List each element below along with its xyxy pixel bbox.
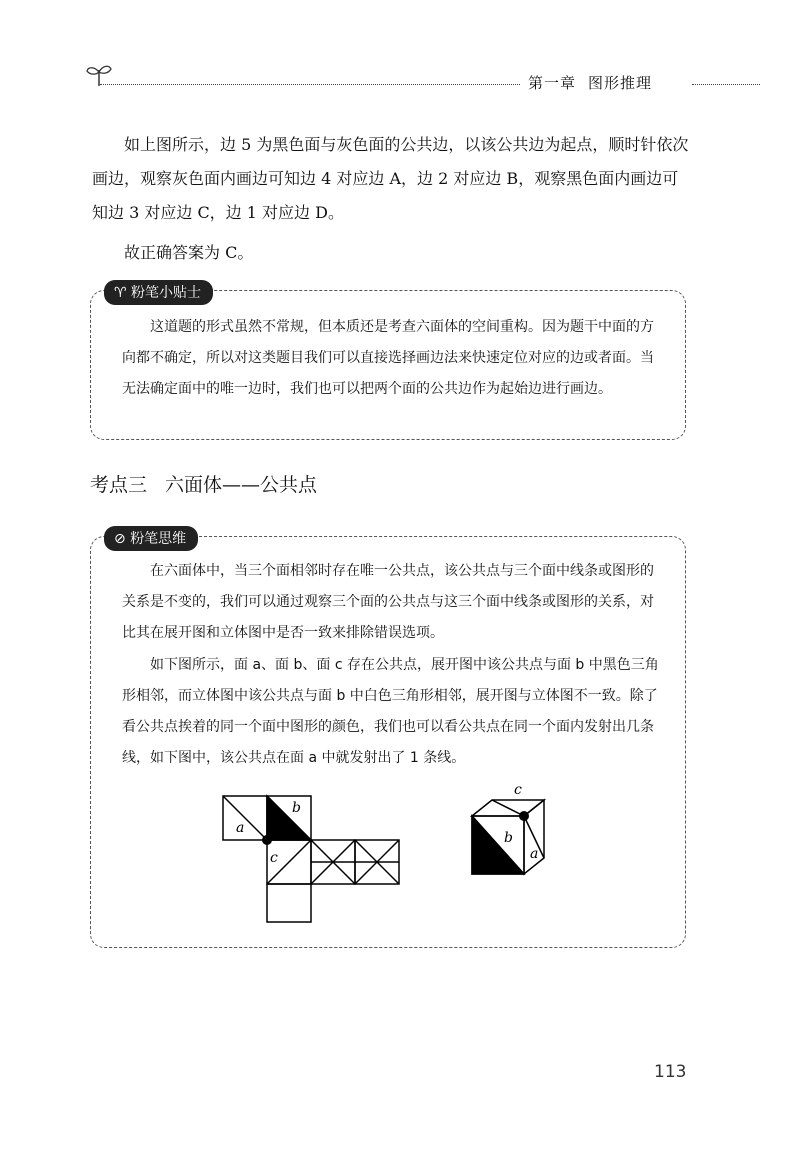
page-number: 113	[654, 1062, 687, 1082]
cube-black-triangle	[472, 816, 524, 874]
cube-figure	[218, 782, 558, 927]
tip-tag-label: 粉笔小贴士	[131, 285, 202, 301]
net-label-c: c	[270, 850, 278, 866]
answer-line: 故正确答案为 C。	[124, 243, 254, 262]
thinking-tag-label: 粉笔思维	[130, 531, 187, 547]
cube-label-a: a	[530, 846, 539, 862]
header-rule	[100, 84, 520, 85]
cube-common-point	[519, 811, 529, 821]
no-sign-icon: ⊘	[114, 531, 126, 547]
chapter-label: 第一章	[528, 74, 577, 92]
thinking-paragraph: 在六面体中，当三个面相邻时存在唯一公共点，该公共点与三个面中线条或图形的关系是不变的，我们可以通过观察三个面的公共点与这三个面中线条或图形的关系，对比其在展开图和立体图中是否一致来排除错误选项。	[122, 563, 654, 641]
section-name: 六面体——公共点	[165, 474, 318, 496]
sprout-icon: ♈	[114, 285, 127, 301]
net-label-a: a	[236, 820, 245, 836]
section-number: 考点三	[90, 474, 148, 496]
analysis-paragraph: 如上图所示，边 5 为黑色面与灰色面的公共边，以该公共边为起点，顺时针依次画边，观察灰色面内画边可知边 4 对应边 A，边 2 对应边 B，观察黑色面内画边可知边 3 对应边 C，边 1 对应边 D。	[92, 135, 689, 222]
chapter-heading	[528, 72, 664, 93]
cube-net	[223, 796, 399, 922]
cube-label-c: c	[514, 782, 522, 798]
section-title	[90, 470, 335, 497]
thinking-paragraph: 如下图所示，面 a、面 b、面 c 存在公共点，展开图中该公共点与面 b 中黑色三角形相邻，而立体图中该公共点与面 b 中白色三角形相邻，展开图与立体图不一致。除了看公共点挨着的同一个面中图形的颜色，我们也可以看公共点在同一个面内发射出几条线，如下图中，该公共点在面 a 中就发射出了 1 条线。	[122, 657, 659, 766]
tip-tag	[104, 280, 213, 305]
cube-label-b: b	[504, 830, 513, 846]
thinking-tag	[104, 526, 198, 551]
tip-text: 这道题的形式虽然不常规，但本质还是考查六面体的空间重构。因为题干中面的方向都不确定，所以对这类题目我们可以直接选择画边法来快速定位对应的边或者面。当无法确定面中的唯一边时，我们也可以把两个面的公共边作为起始边进行画边。	[122, 319, 654, 397]
net-common-point	[262, 835, 272, 845]
chapter-title: 图形推理	[588, 74, 653, 92]
net-label-b: b	[292, 800, 301, 816]
header-rule	[692, 84, 760, 85]
